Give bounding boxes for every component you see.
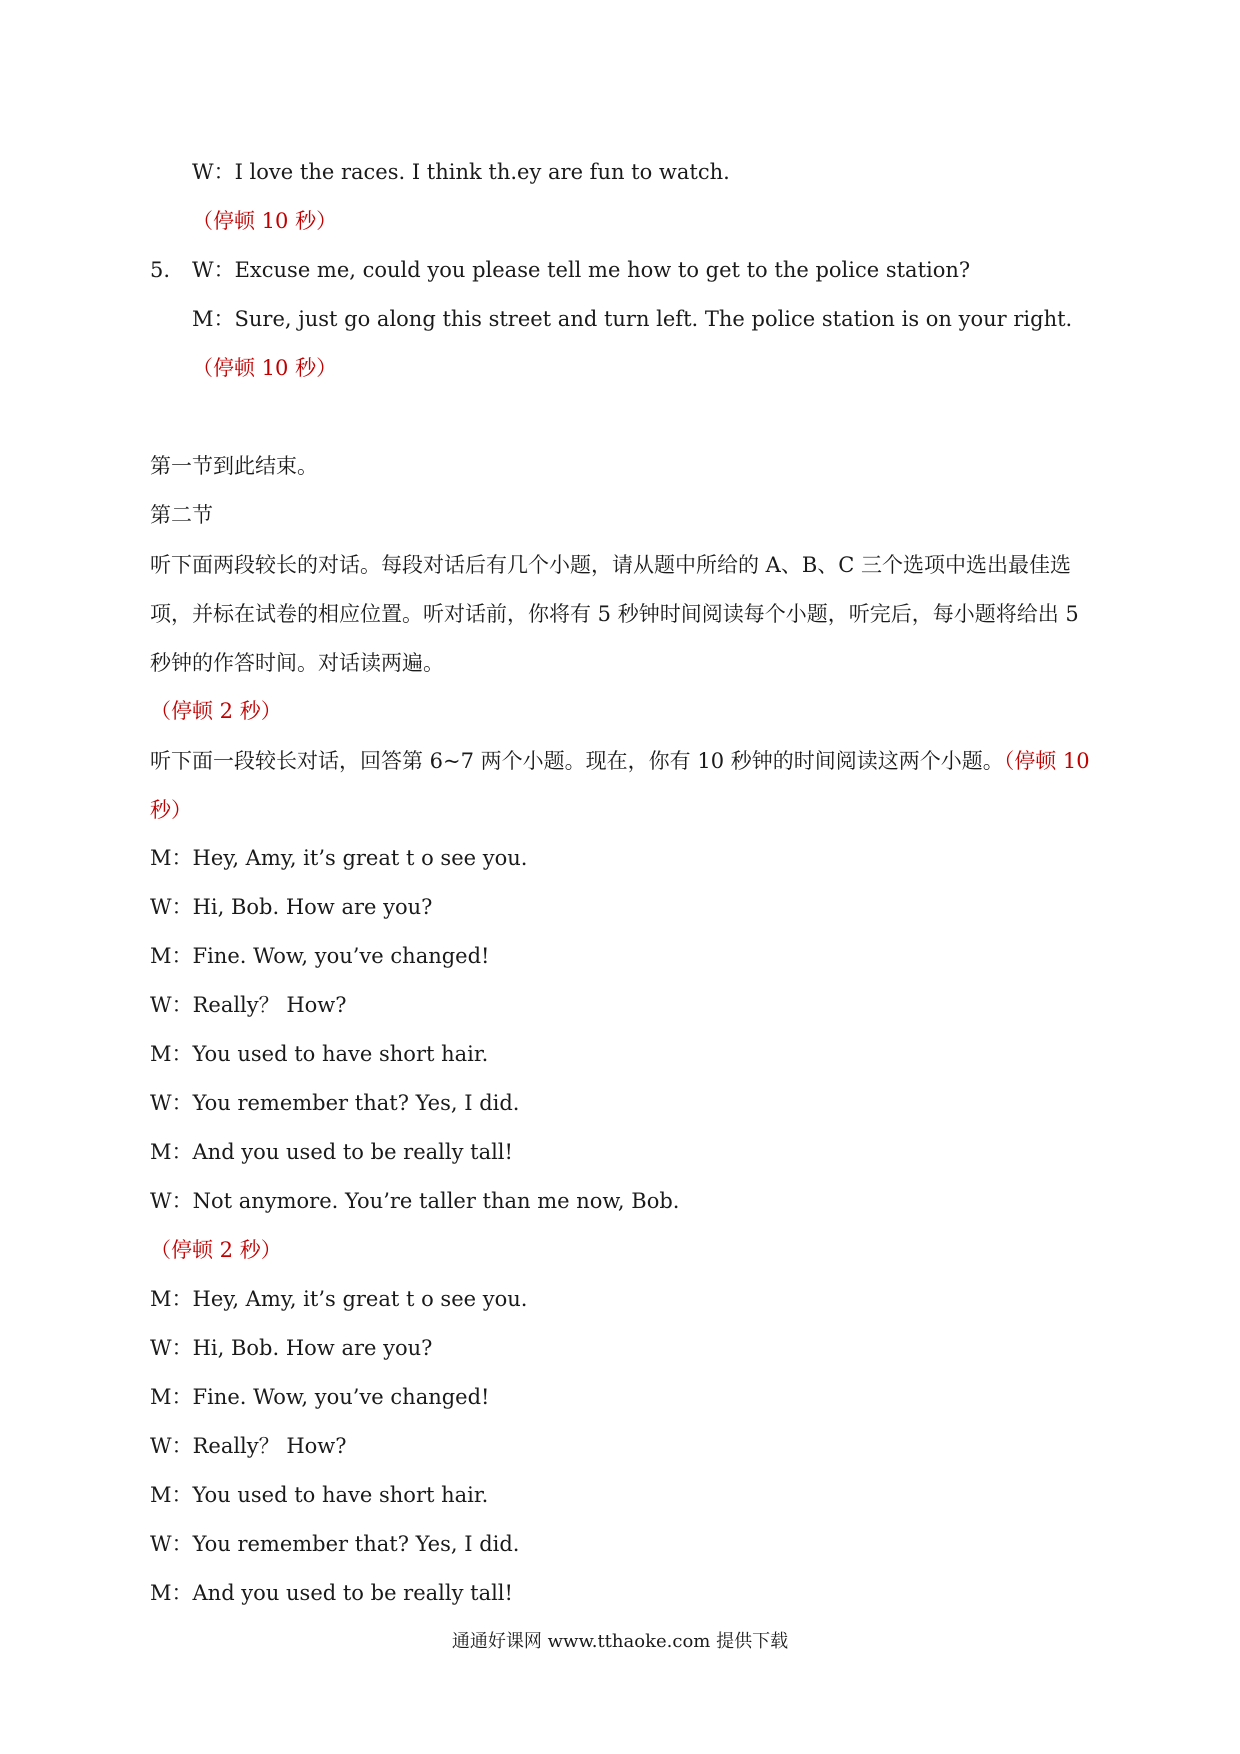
dialogue-line: W：You remember that? Yes, I did. (150, 1091, 520, 1115)
dialogue-line: M：Sure, just go along this street and turn left. The police station is on your right. (192, 307, 1073, 331)
page-footer: 通通好课网 www.tthaoke.com 提供下载 (451, 1631, 789, 1652)
dialogue-line: W：Hi, Bob. How are you? (150, 1336, 433, 1360)
dialogue-line: M：You used to have short hair. (150, 1483, 489, 1507)
prompt-text: 听下面一段较长对话，回答第 6~7 两个小题。现在，你有 10 秒钟的时间阅读这两个小题。 (150, 749, 1004, 773)
dialogue-line: M：Hey, Amy, it’s great t o see you. (150, 1287, 528, 1311)
pause-note: （停顿 10 秒） (192, 209, 338, 233)
section-end-note: 第一节到此结束。 (150, 454, 318, 478)
dialogue-line: M：And you used to be really tall! (150, 1140, 513, 1164)
question-number: 5. (150, 258, 171, 282)
dialogue-line: W：I love the races. I think th.ey are fun to watch. (192, 160, 730, 184)
dialogue-line: W：Hi, Bob. How are you? (150, 895, 433, 919)
section-title: 第二节 (150, 503, 213, 527)
pause-note: （停顿 10 秒） (192, 356, 338, 380)
pause-note: （停顿 2 秒） (150, 699, 282, 723)
instructions-paragraph: 听下面两段较长的对话。每段对话后有几个小题，请从题中所给的 A、B、C 三个选项中选出最佳选项，并标在试卷的相应位置。听对话前，你将有 5 秒钟时间阅读每个小题，听完后，每小题将给出 5 秒钟的作答时间。对话读两遍。 (150, 553, 1079, 675)
prompt-paragraph (150, 737, 1100, 835)
dialogue-line: W：Not anymore. You’re taller than me now, Bob. (150, 1189, 680, 1213)
dialogue-line: W：Excuse me, could you please tell me how to get to the police station? (192, 258, 971, 282)
dialogue-line: M：Fine. Wow, you’ve changed! (150, 944, 490, 968)
dialogue-line: M：Fine. Wow, you’ve changed! (150, 1385, 490, 1409)
pause-note: （停顿 2 秒） (150, 1238, 282, 1262)
dialogue-line: M：And you used to be really tall! (150, 1581, 513, 1605)
dialogue-line: M：Hey, Amy, it’s great t o see you. (150, 846, 528, 870)
pause-note: （停顿 10 秒） (150, 749, 1090, 822)
dialogue-line: W：You remember that? Yes, I did. (150, 1532, 520, 1556)
dialogue-line: M：You used to have short hair. (150, 1042, 489, 1066)
dialogue-line: W：Really？ How? (150, 993, 347, 1017)
dialogue-line: W：Really？ How? (150, 1434, 347, 1458)
